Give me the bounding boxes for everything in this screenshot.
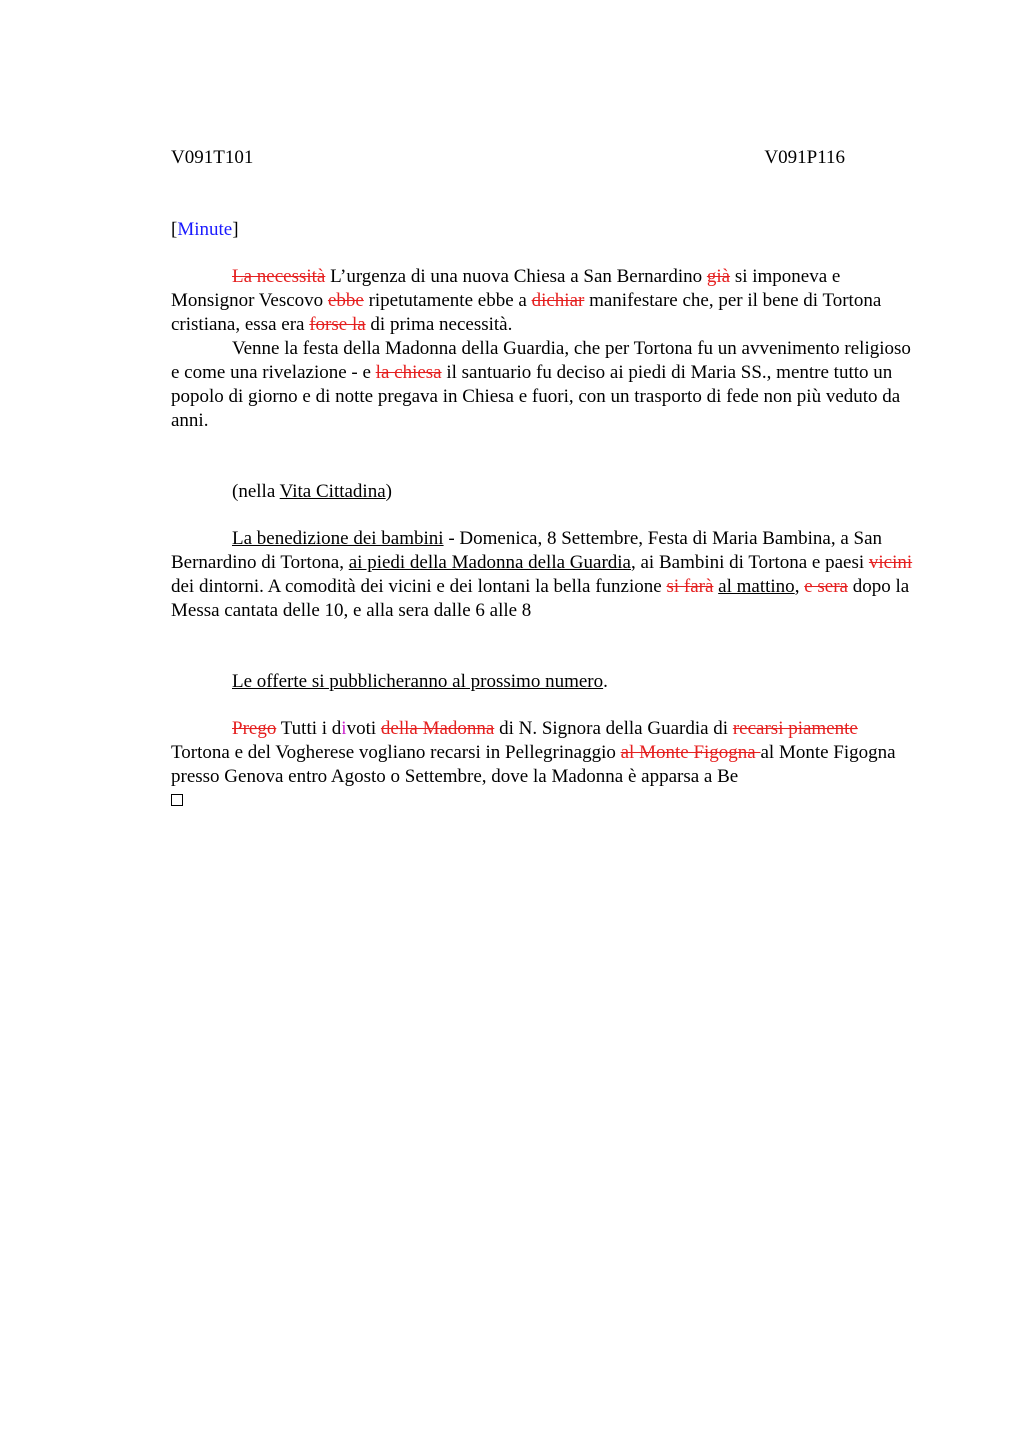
paragraph-text: ripetutamente ebbe a <box>363 290 532 311</box>
paragraph-text: al Monte Figogna presso Genova entro Agosto o Settembre, dove la Madonna è apparsa a Be <box>171 742 896 787</box>
deleted-text: e sera <box>804 576 848 597</box>
deleted-text: dichiar <box>531 290 585 311</box>
paragraph-text: Venne la festa della Madonna della Guardia, che per Tortona fu un avvenimento religioso e come una rivelazione - e <box>171 338 911 383</box>
paragraph-benedizione <box>171 527 919 623</box>
checkbox-square-icon <box>171 794 183 806</box>
paragraph-nella <box>171 480 919 504</box>
paragraph-text: ) <box>385 481 392 502</box>
deleted-text: già <box>706 266 731 287</box>
document-header <box>171 146 845 170</box>
body-block-minute <box>171 265 919 433</box>
end-marker-line <box>171 789 919 813</box>
paragraph-offerte <box>171 670 919 694</box>
paragraph-text: (nella <box>232 481 280 502</box>
deleted-text: La necessità <box>232 266 326 287</box>
paragraph-text: Tortona e del Vogherese vogliano recarsi in Pellegrinaggio <box>171 742 621 763</box>
paragraph-text: manifestare che, per il bene di Tortona cristiana, essa era <box>171 290 882 335</box>
paragraph-text: - Domenica, 8 Settembre, Festa di Maria Bambina, a San Bernardino di Tortona, <box>171 528 883 573</box>
document-code-left: V091T101 <box>171 147 254 168</box>
underlined-text: al mattino <box>718 576 795 597</box>
body-block-vita-cittadina <box>171 480 919 504</box>
section-label <box>171 218 239 242</box>
bracket-open: [ <box>171 219 178 240</box>
paragraph-text: voti <box>346 718 381 739</box>
body-block-benedizione <box>171 527 919 623</box>
paragraph-pellegrinaggio <box>171 717 919 789</box>
paragraph-text: L’urgenza di una nuova Chiesa a San Bernardino <box>325 266 707 287</box>
underlined-text: La benedizione dei bambini <box>232 528 444 549</box>
bracket-close: ] <box>232 219 239 240</box>
section-label-text: Minute <box>177 219 233 240</box>
inserted-letter: i <box>341 718 347 739</box>
deleted-text: ebbe <box>327 290 364 311</box>
paragraph-text: , ai Bambini di Tortona e paesi <box>631 552 869 573</box>
paragraph-text: di prima necessità. <box>365 314 513 335</box>
body-block-offerte <box>171 670 919 694</box>
deleted-text: la chiesa <box>375 362 442 383</box>
deleted-text: vicini <box>868 552 913 573</box>
paragraph-text: , <box>794 576 805 597</box>
paragraph-text: il santuario fu deciso ai piedi di Maria SS., mentre tutto un popolo di giorno e di notte pregava in Chiesa e fuori, con un trasporto di fede non più veduto da anni. <box>171 362 901 431</box>
underlined-text: Vita Cittadina <box>279 481 386 502</box>
deleted-text: si farà <box>666 576 714 597</box>
paragraph-text: si imponeva e Monsignor Vescovo <box>171 266 841 311</box>
paragraph-text: dei dintorni. A comodità dei vicini e dei lontani la bella funzione <box>171 576 667 597</box>
paragraph-text: . <box>603 671 608 692</box>
paragraph-text: dopo la Messa cantata delle 10, e alla sera dalle 6 alle 8 <box>171 576 910 621</box>
deleted-text: della Madonna <box>380 718 495 739</box>
document-code-right: V091P116 <box>764 147 845 168</box>
body-block-pellegrinaggio <box>171 717 919 813</box>
underlined-text: Le offerte si pubblicheranno al prossimo numero <box>232 671 604 692</box>
deleted-text: al Monte Figogna <box>620 742 761 763</box>
deleted-text: Prego <box>232 718 277 739</box>
paragraph-festa <box>171 337 919 433</box>
underlined-text: ai piedi della Madonna della Guardia <box>348 552 631 573</box>
deleted-text: forse la <box>309 314 366 335</box>
paragraph-urgenza <box>171 265 919 337</box>
paragraph-text: di N. Signora della Guardia di <box>494 718 733 739</box>
paragraph-text: Tutti i d <box>276 718 342 739</box>
deleted-text: recarsi piamente <box>732 718 858 739</box>
